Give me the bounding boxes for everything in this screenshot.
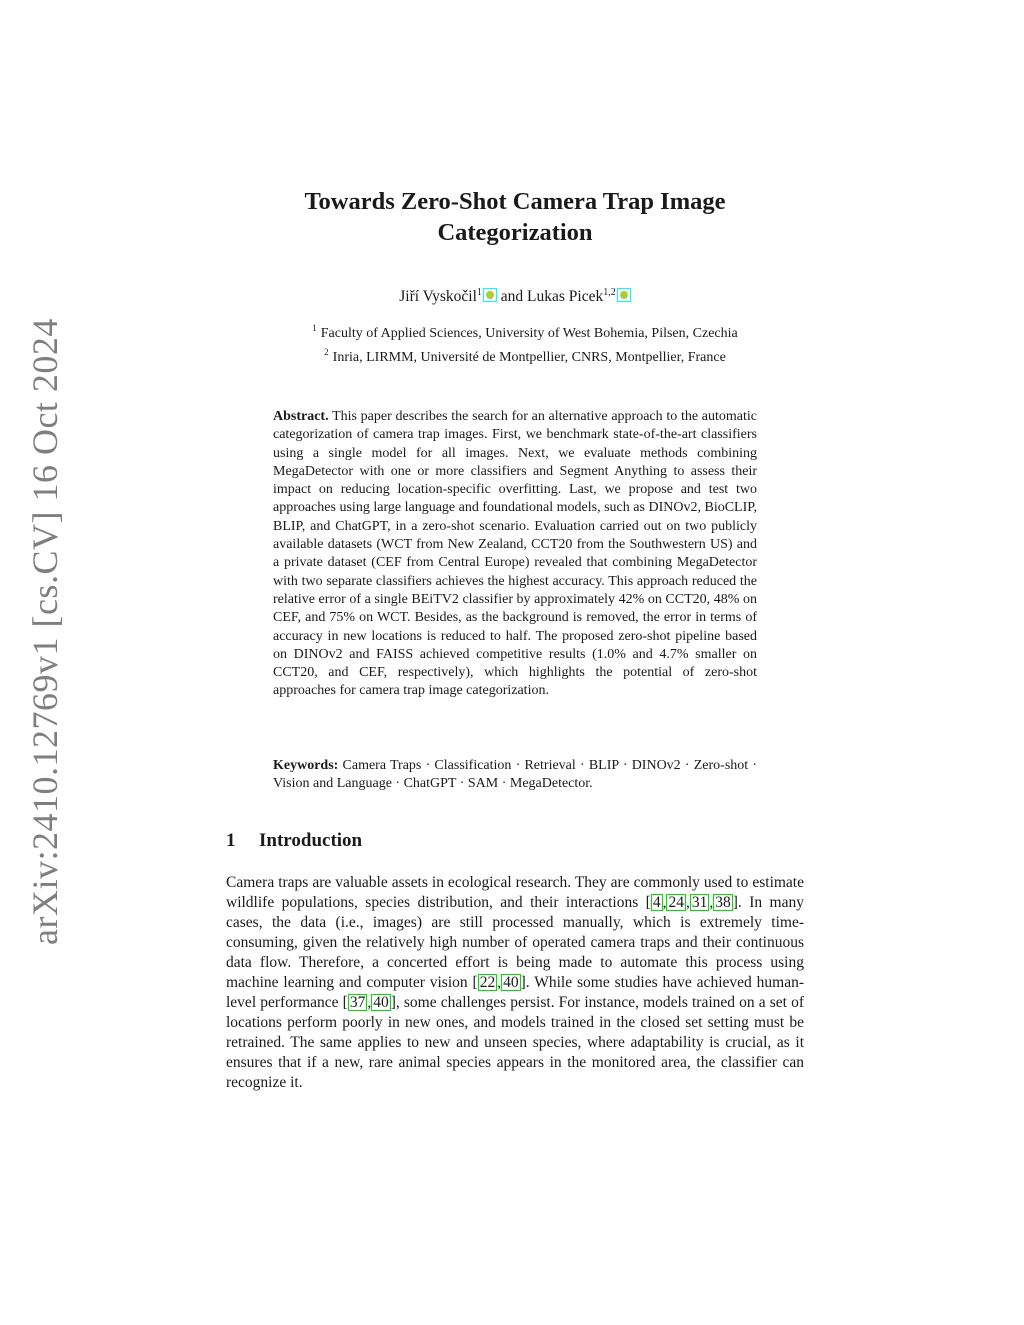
citation-link[interactable]: 37: [349, 994, 366, 1011]
paper-title: [230, 186, 800, 248]
author-1-affiliation: 1: [476, 287, 482, 298]
affiliation-1: [255, 319, 795, 343]
affiliation-number: 2: [324, 347, 329, 357]
author-line: [230, 283, 800, 307]
citation-link[interactable]: 4: [652, 894, 661, 911]
section-title: Introduction: [259, 830, 363, 851]
author-2: Lukas Picek: [527, 288, 604, 305]
abstract: [273, 408, 757, 701]
citation-link[interactable]: 31: [691, 894, 708, 911]
keywords-label: Keywords:: [273, 758, 339, 773]
affiliations: [255, 319, 795, 367]
citation-link[interactable]: 22: [479, 974, 496, 991]
title-line-1: Towards Zero-Shot Camera Trap Image: [304, 188, 726, 215]
intro-text-part: . In many cases, the data (i.e., images) are still processed manually, which is extremely time-consuming, given the relatively high number of operated camera traps and their continuous data flow. Therefore, a concerted effort is being made to automate this process using machine learning and computer vision: [226, 894, 804, 991]
keywords: [273, 757, 757, 794]
section-number: 1: [226, 830, 236, 851]
citation-link[interactable]: 40: [503, 974, 519, 991]
citation-link[interactable]: 24: [668, 894, 684, 911]
abstract-label: Abstract.: [273, 409, 329, 424]
introduction-paragraph: Camera traps are valuable assets in ecological research. They are commonly used to estimate wildlife populations, species distribution, and their interactions [ 4 , 24 , 31 , 38 ]. In many cases, the data (i.e., images) are still processed manually, which is extremely time-consuming, given the relatively high number of operated camera traps and their continuous data flow. Therefore, a concerted effort is being made to automate this process using machine learning and computer vision [ 22 , 40 ]. While some studies have achieved human-level performance [ 37 , 40 ], some challenges persist. For instance, models trained on a set of locations perform poorly in new ones, and models trained in the closed set setting must be retrained. The same applies to new and unseen species, where adaptability is crucial, as it ensures that if a new, rare animal species appears in the monitored area, the classifier can recognize it.: [226, 874, 804, 1091]
intro-text-part: Camera traps are valuable assets in ecological research. They are commonly used to estimate wildlife populations, species distribution, and their interactions: [226, 874, 804, 911]
intro-text-part: . While some studies have achieved human-level performance: [226, 974, 804, 1011]
orcid-icon[interactable]: [617, 288, 631, 302]
arxiv-identifier: arXiv:2410.12769v1 [cs.CV] 16 Oct 2024: [25, 318, 65, 945]
affiliation-text: Faculty of Applied Sciences, University of West Bohemia, Pilsen, Czechia: [320, 326, 738, 341]
affiliation-2: [255, 343, 795, 367]
abstract-text: This paper describes the search for an alternative approach to the automatic categorization of camera trap images. First, we benchmark state-of-the-art classifiers using a single model for all images. Next, we evaluate methods combining MegaDetector with one or more classifiers and Segment Anything to assess their impact on reducing location-specific overfitting. Last, we propose and test two approaches using large language and foundational models, such as DINOv2, BioCLIP, BLIP, and ChatGPT, in a zero-shot scenario. Evaluation carried out on two publicly available datasets (WCT from New Zealand, CCT20 from the Southwestern US) and a private dataset (CEF from Central Europe) revealed that combining MegaDetector with two separate classifiers achieves the highest accuracy. This approach reduced the relative error of a single BEiTV2 classifier by approximately 42% on CCT20, 48% on CEF, and 75% on WCT. Besides, as the background is removed, the error in terms of accuracy in new locations is reduced to half. The proposed zero-shot pipeline based on DINOv2 and FAISS achieved competitive results (1.0% and 4.7% smaller on CCT20, and CEF, respectively), which highlights the potential of zero-shot approaches for camera trap image categorization.: [273, 409, 757, 699]
citation-link[interactable]: 40: [373, 994, 389, 1011]
citation-link[interactable]: 38: [715, 894, 731, 911]
orcid-icon[interactable]: [483, 288, 497, 302]
author-1: Jiří Vyskočil: [399, 288, 477, 305]
affiliation-text: Inria, LIRMM, Université de Montpellier, CNRS, Montpellier, France: [332, 350, 726, 365]
title-line-2: Categorization: [437, 219, 593, 246]
intro-text-part: , some challenges persist. For instance, models trained on a set of locations perform poorly in new ones, and models trained in the closed set setting must be retrained. The same applies to new and unseen species, where adaptability is crucial, as it ensures that if a new, rare animal species appears in the monitored area, the classifier can recognize it.: [226, 994, 804, 1091]
author-2-affiliation: 1,2: [603, 287, 616, 298]
author-conjunction: and: [500, 288, 524, 305]
affiliation-number: 1: [312, 323, 317, 333]
section-heading: [226, 829, 626, 853]
keywords-text: Camera Traps · Classification · Retrieval · BLIP · DINOv2 · Zero-shot · Vision and Language · ChatGPT · SAM · MegaDetector.: [273, 758, 758, 792]
